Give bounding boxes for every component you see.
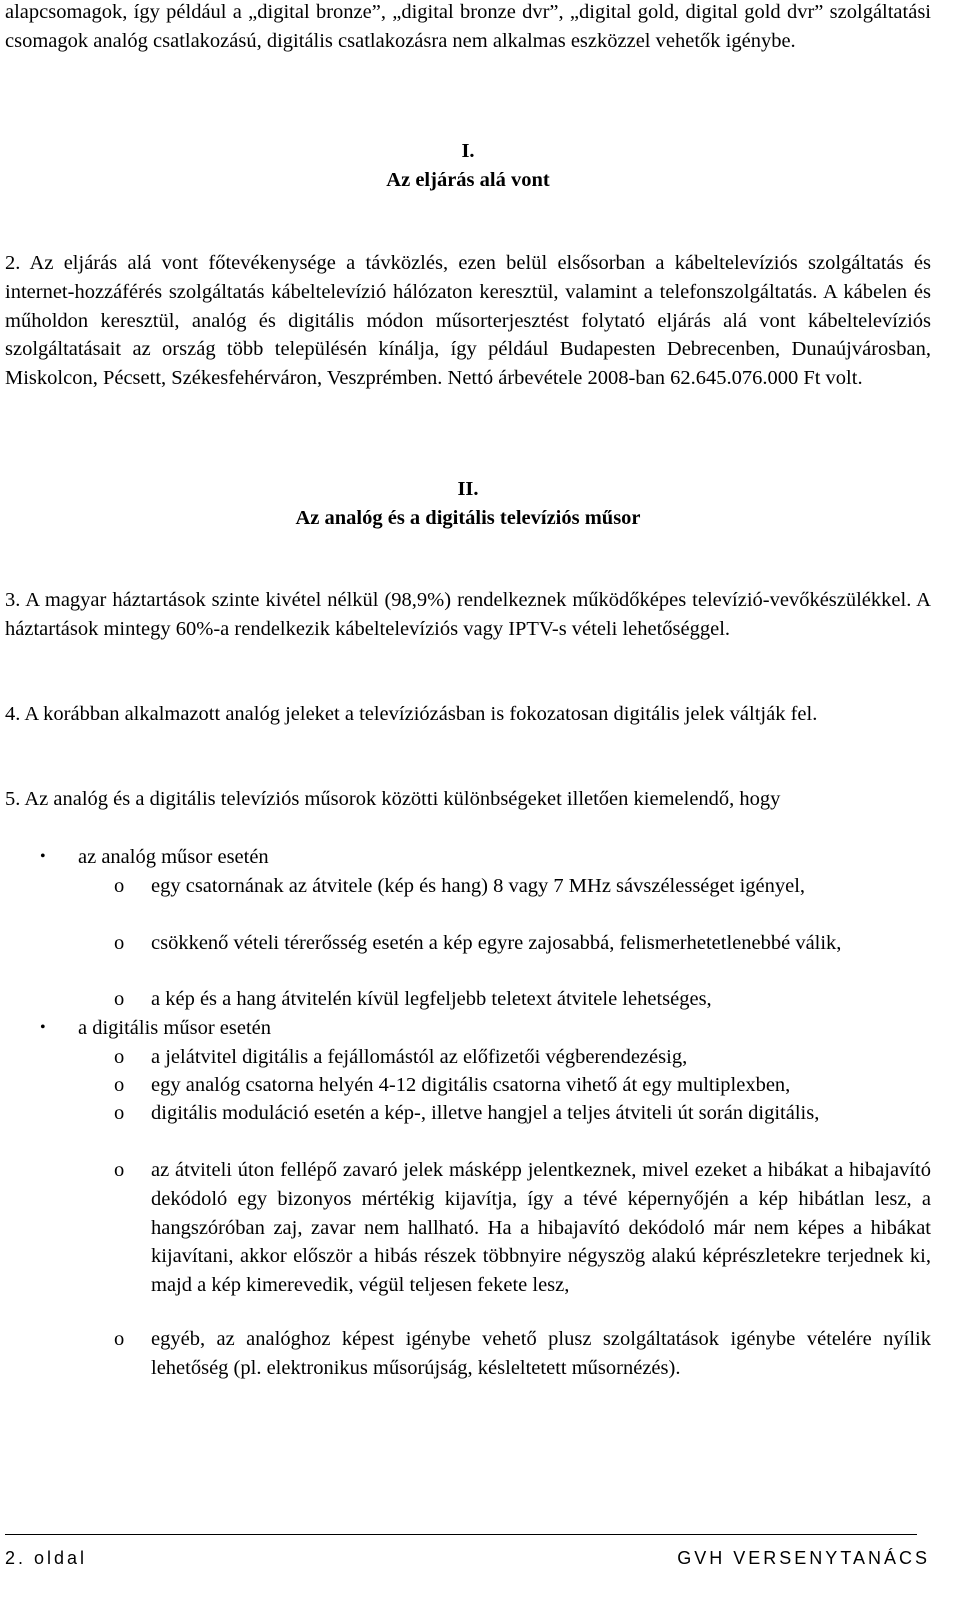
sub-bullet-icon: o (114, 1328, 125, 1350)
footer-divider (5, 1534, 917, 1535)
list-item-label: az analóg műsor esetén (78, 846, 269, 868)
sub-bullet-icon: o (114, 1046, 125, 1068)
section-1-number: I. (461, 140, 475, 162)
footer-organization: GVH VERSENYTANÁCS (677, 1548, 930, 1568)
sub-bullet-icon: o (114, 932, 125, 954)
bullet-icon: • (40, 848, 46, 865)
sub-bullet-icon: o (114, 1074, 125, 1096)
paragraph-3: 3. A magyar háztartások szinte kivétel nélkül (98,9%) rendelkeznek működőképes televízió-vevőkészülékkel. A háztartások mintegy 60%-a rendelkezik kábeltelevíziós vagy IPTV-s vételi lehetőséggel. (5, 589, 931, 640)
sub-bullet-icon: o (114, 875, 125, 897)
section-2-number: II. (457, 478, 479, 500)
sub-list-item-text: egy analóg csatorna helyén 4-12 digitális csatorna vihető át egy multiplexben, (151, 1074, 791, 1096)
sub-list-item-text: egyéb, az analóghoz képest igénybe vehető plusz szolgáltatások igénybe vételére nyílik lehetőség (pl. elektronikus műsorújság, késleltetett műsornézés). (151, 1328, 931, 1379)
paragraph-2: 2. Az eljárás alá vont főtevékenysége a távközlés, ezen belül elsősorban a kábeltelevíziós szolgáltatás és internet-hozzáférés szolgáltatás kábeltelevízió hálózaton keresztül, valamint a telefonszolgáltatás. A kábelen és műholdon keresztül, analóg és digitális módon műsorterjesztést folytató eljárás alá vont kábeltelevíziós szolgáltatásait az ország több településén kínálja, így például Budapesten Debrecenben, Dunaújvárosban, Miskolcon, Pécsett, Székesfehérváron, Veszprémben. Nettó árbevétele 2008-ban 62.645.076.000 Ft volt. (5, 252, 931, 390)
sub-bullet-icon: o (114, 1159, 125, 1181)
list-item-label: a digitális műsor esetén (78, 1017, 271, 1039)
sub-list-item-text: digitális moduláció esetén a kép-, illetve hangjel a teljes átviteli út során digitális, (151, 1102, 820, 1124)
sub-list-item-text: az átviteli úton fellépő zavaró jelek másképp jelentkeznek, mivel ezeket a hibákat a hibajavító dekódoló egy bizonyos mértékig kijavítja, így a tévé képernyőjén a kép hibátlan lesz, a hangszóróban zaj, zavar nem hallható. Ha a hibajavító dekódoló már nem képes a hibákat kijavítani, akkor először a hibás részek többnyire négyszög alakú képrészletekre terjednek ki, majd a kép kimerevedik, végül teljesen fekete lesz, (151, 1159, 931, 1297)
sub-list-item-text: a jelátvitel digitális a fejállomástól az előfizetői végberendezésig, (151, 1046, 688, 1068)
sub-list-item-text: csökkenő vételi térerősség esetén a kép egyre zajosabbá, felismerhetetlenebbé válik, (151, 932, 842, 954)
paragraph-4: 4. A korábban alkalmazott analóg jeleket a televíziózásban is fokozatosan digitális jelek váltják fel. (5, 703, 818, 725)
bullet-icon: • (40, 1019, 46, 1036)
sub-bullet-icon: o (114, 988, 125, 1010)
intro-paragraph: alapcsomagok, így például a „digital bronze”, „digital bronze dvr”, „digital gold, digital gold dvr” szolgáltatási csomagok analóg csatlakozású, digitális csatlakozásra nem alkalmas eszközzel vehetők igénybe. (5, 1, 931, 52)
paragraph-5: 5. Az analóg és a digitális televíziós műsorok közötti különbségeket illetően kiemelendő, hogy (5, 788, 781, 810)
page-number: 2. oldal (5, 1548, 88, 1568)
sub-list-item-text: a kép és a hang átvitelén kívül legfeljebb teletext átvitele lehetséges, (151, 988, 712, 1010)
section-1-title: Az eljárás alá vont (386, 169, 550, 191)
sub-bullet-icon: o (114, 1102, 125, 1124)
sub-list-item-text: egy csatornának az átvitele (kép és hang) 8 vagy 7 MHz sávszélességet igényel, (151, 875, 806, 897)
section-2-title: Az analóg és a digitális televíziós műsor (295, 507, 641, 529)
